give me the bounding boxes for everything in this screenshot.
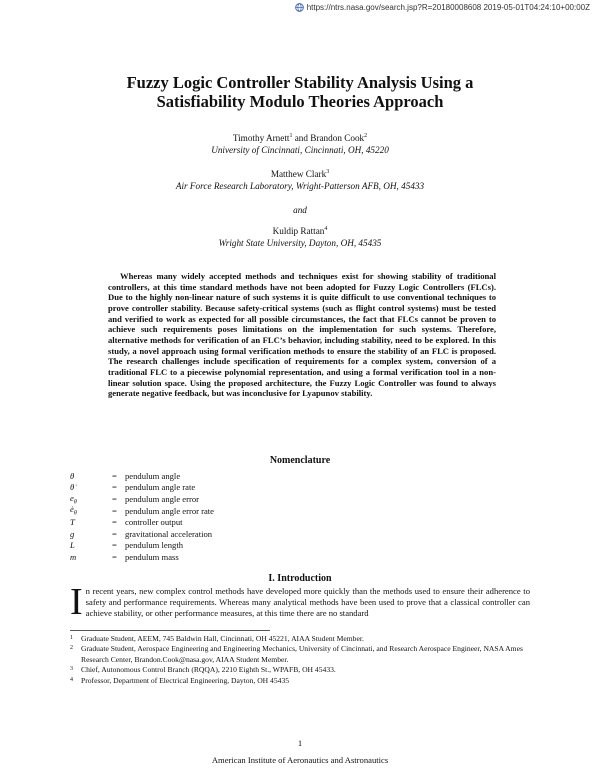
nomenclature-row (70, 493, 214, 505)
introduction-heading: I. Introduction (268, 573, 332, 584)
author-name: Kuldip Rattan (272, 226, 325, 236)
author-name: Brandon Cook (310, 133, 365, 143)
footnote-text: Professor, Department of Electrical Engineering, Dayton, OH 45435 (81, 675, 290, 685)
nomenclature-description: pendulum length (125, 540, 183, 551)
publisher-footer: American Institute of Aeronautics and Astronautics (211, 755, 389, 765)
footnote-number: 3 (70, 666, 73, 673)
nomenclature-description: pendulum angle rate (125, 482, 196, 493)
nomenclature-symbol: T (70, 517, 75, 528)
and-separator: and (293, 205, 307, 215)
nomenclature-description: pendulum angle (125, 470, 181, 481)
nomenclature-description: gravitational acceleration (125, 528, 213, 539)
author-block-3 (0, 226, 600, 249)
nomenclature-row (70, 470, 214, 482)
author-joiner: and (292, 133, 311, 143)
paper-title (0, 73, 600, 111)
author-block-2 (0, 169, 600, 192)
author-footnote-mark: 3 (326, 168, 330, 175)
footnotes (70, 634, 530, 686)
nomenclature-list (70, 470, 214, 563)
introduction-text: n recent years, new complex control methods have developed more quickly than the methods used to ensure their adherence to safety and performance requirements. Whereas many analytical methods have been used to prove that a classical controller can achieve stability, or other performance measures, at this time there are no standard (85, 586, 530, 618)
author-footnote-mark: 4 (324, 225, 328, 232)
symbol-base: e (70, 492, 74, 503)
footnote-text: Graduate Student, Aerospace Engineering and Engineering Mechanics, University of Cincinnati, and Research Aerospace Engineer, NASA Ames Research Center, Brandon.Cook@nasa.gov, AIAA Student Member. (81, 644, 523, 664)
nomenclature-equals: = (112, 528, 117, 539)
author-footnote-mark: 2 (364, 132, 368, 139)
footnote-number: 1 (70, 635, 73, 641)
footnote (70, 634, 530, 644)
nomenclature-row (70, 528, 214, 540)
nomenclature-description: pendulum angle error rate (125, 505, 215, 516)
author-footnote-mark: 1 (289, 132, 293, 139)
title-line-1: Fuzzy Logic Controller Stability Analysis Using a (126, 73, 474, 92)
source-url[interactable]: https://ntrs.nasa.gov/search.jsp?R=20180008608 2019-05-01T04:24:10+00:00Z (306, 3, 590, 12)
globe-icon (295, 3, 304, 12)
dropcap-letter: I (70, 581, 83, 623)
nomenclature-symbol: g (70, 528, 75, 539)
nomenclature-equals: = (112, 505, 117, 516)
author-block-1 (0, 133, 600, 156)
nomenclature-equals: = (112, 493, 117, 504)
footnote (70, 665, 530, 675)
nomenclature-row (70, 540, 214, 552)
source-url-bar (295, 3, 590, 12)
footnote-number: 4 (70, 676, 73, 683)
footnote (70, 676, 530, 686)
nomenclature-row (70, 482, 214, 494)
author-name: Matthew Clark (270, 169, 327, 179)
nomenclature-row (70, 551, 214, 563)
nomenclature-symbol: m (70, 551, 77, 562)
nomenclature-equals: = (112, 470, 117, 481)
introduction-paragraph (70, 581, 530, 623)
nomenclature-description: controller output (125, 517, 183, 528)
symbol-subscript: θ (73, 499, 77, 506)
nomenclature-equals: = (112, 482, 117, 493)
author-name: Timothy Arnett (232, 133, 290, 143)
footnote (70, 644, 530, 665)
symbol-subscript: θ (73, 510, 77, 517)
nomenclature-row (70, 505, 214, 517)
nomenclature-description: pendulum mass (125, 551, 179, 562)
author-affiliation: University of Cincinnati, Cincinnati, OH, 45220 (211, 144, 389, 155)
abstract: Whereas many widely accepted methods and techniques exist for showing stability of traditional controllers, at this time standard methods have not been adopted for Fuzzy Logic Controllers (FLCs). Due to the highly non-linear nature of such systems it is quite difficult to use conventional techniques to prove controller stability. Because safety-critical systems (such as flight control systems) must be tested and verified to work as expected for all possible circumstances, the fact that FLCs cannot be proven to achieve such requirements poses limitations on the implementation for such systems. Therefore, alternative methods for verification of an FLC’s behavior, including stability, need to be explored. In this study, a novel approach using formal verification methods to ensure the stability of an FLC is proposed. The research challenges include specification of requirements for a complex system, conversion of a traditional FLC to a piecewise polynomial representation, and using a formal verification tool in a non-linear solution space. Using the proposed architecture, the Fuzzy Logic Controller was found to always generate negative feedback, but was inconclusive for Lyapunov stability. (108, 271, 496, 399)
footnote-text: Chief, Autonomous Control Branch (RQQA), 2210 Eighth St., WPAFB, OH 45433. (81, 665, 336, 675)
nomenclature-equals: = (112, 551, 117, 562)
nomenclature-heading: Nomenclature (269, 455, 331, 466)
footnote-number: 2 (70, 645, 73, 652)
nomenclature-symbol: θ (70, 470, 75, 481)
nomenclature-equals: = (112, 517, 117, 528)
symbol-base: ė (70, 504, 74, 515)
author-affiliation: Wright State University, Dayton, OH, 45435 (218, 237, 382, 248)
author-affiliation: Air Force Research Laboratory, Wright-Patterson AFB, OH, 45433 (175, 180, 425, 191)
nomenclature-equals: = (112, 540, 117, 551)
nomenclature-symbol (70, 504, 112, 517)
nomenclature-row (70, 516, 214, 528)
title-line-2: Satisfiability Modulo Theories Approach (156, 92, 444, 111)
footnote-text: Graduate Student, AEEM, 745 Baldwin Hall, Cincinnati, OH 45221, AIAA Student Member. (81, 634, 364, 643)
nomenclature-description: pendulum angle error (125, 493, 199, 504)
page-number: 1 (297, 738, 303, 748)
footnote-divider (70, 630, 270, 631)
nomenclature-symbol: θ̇ (70, 482, 75, 493)
nomenclature-symbol: L (70, 540, 75, 551)
